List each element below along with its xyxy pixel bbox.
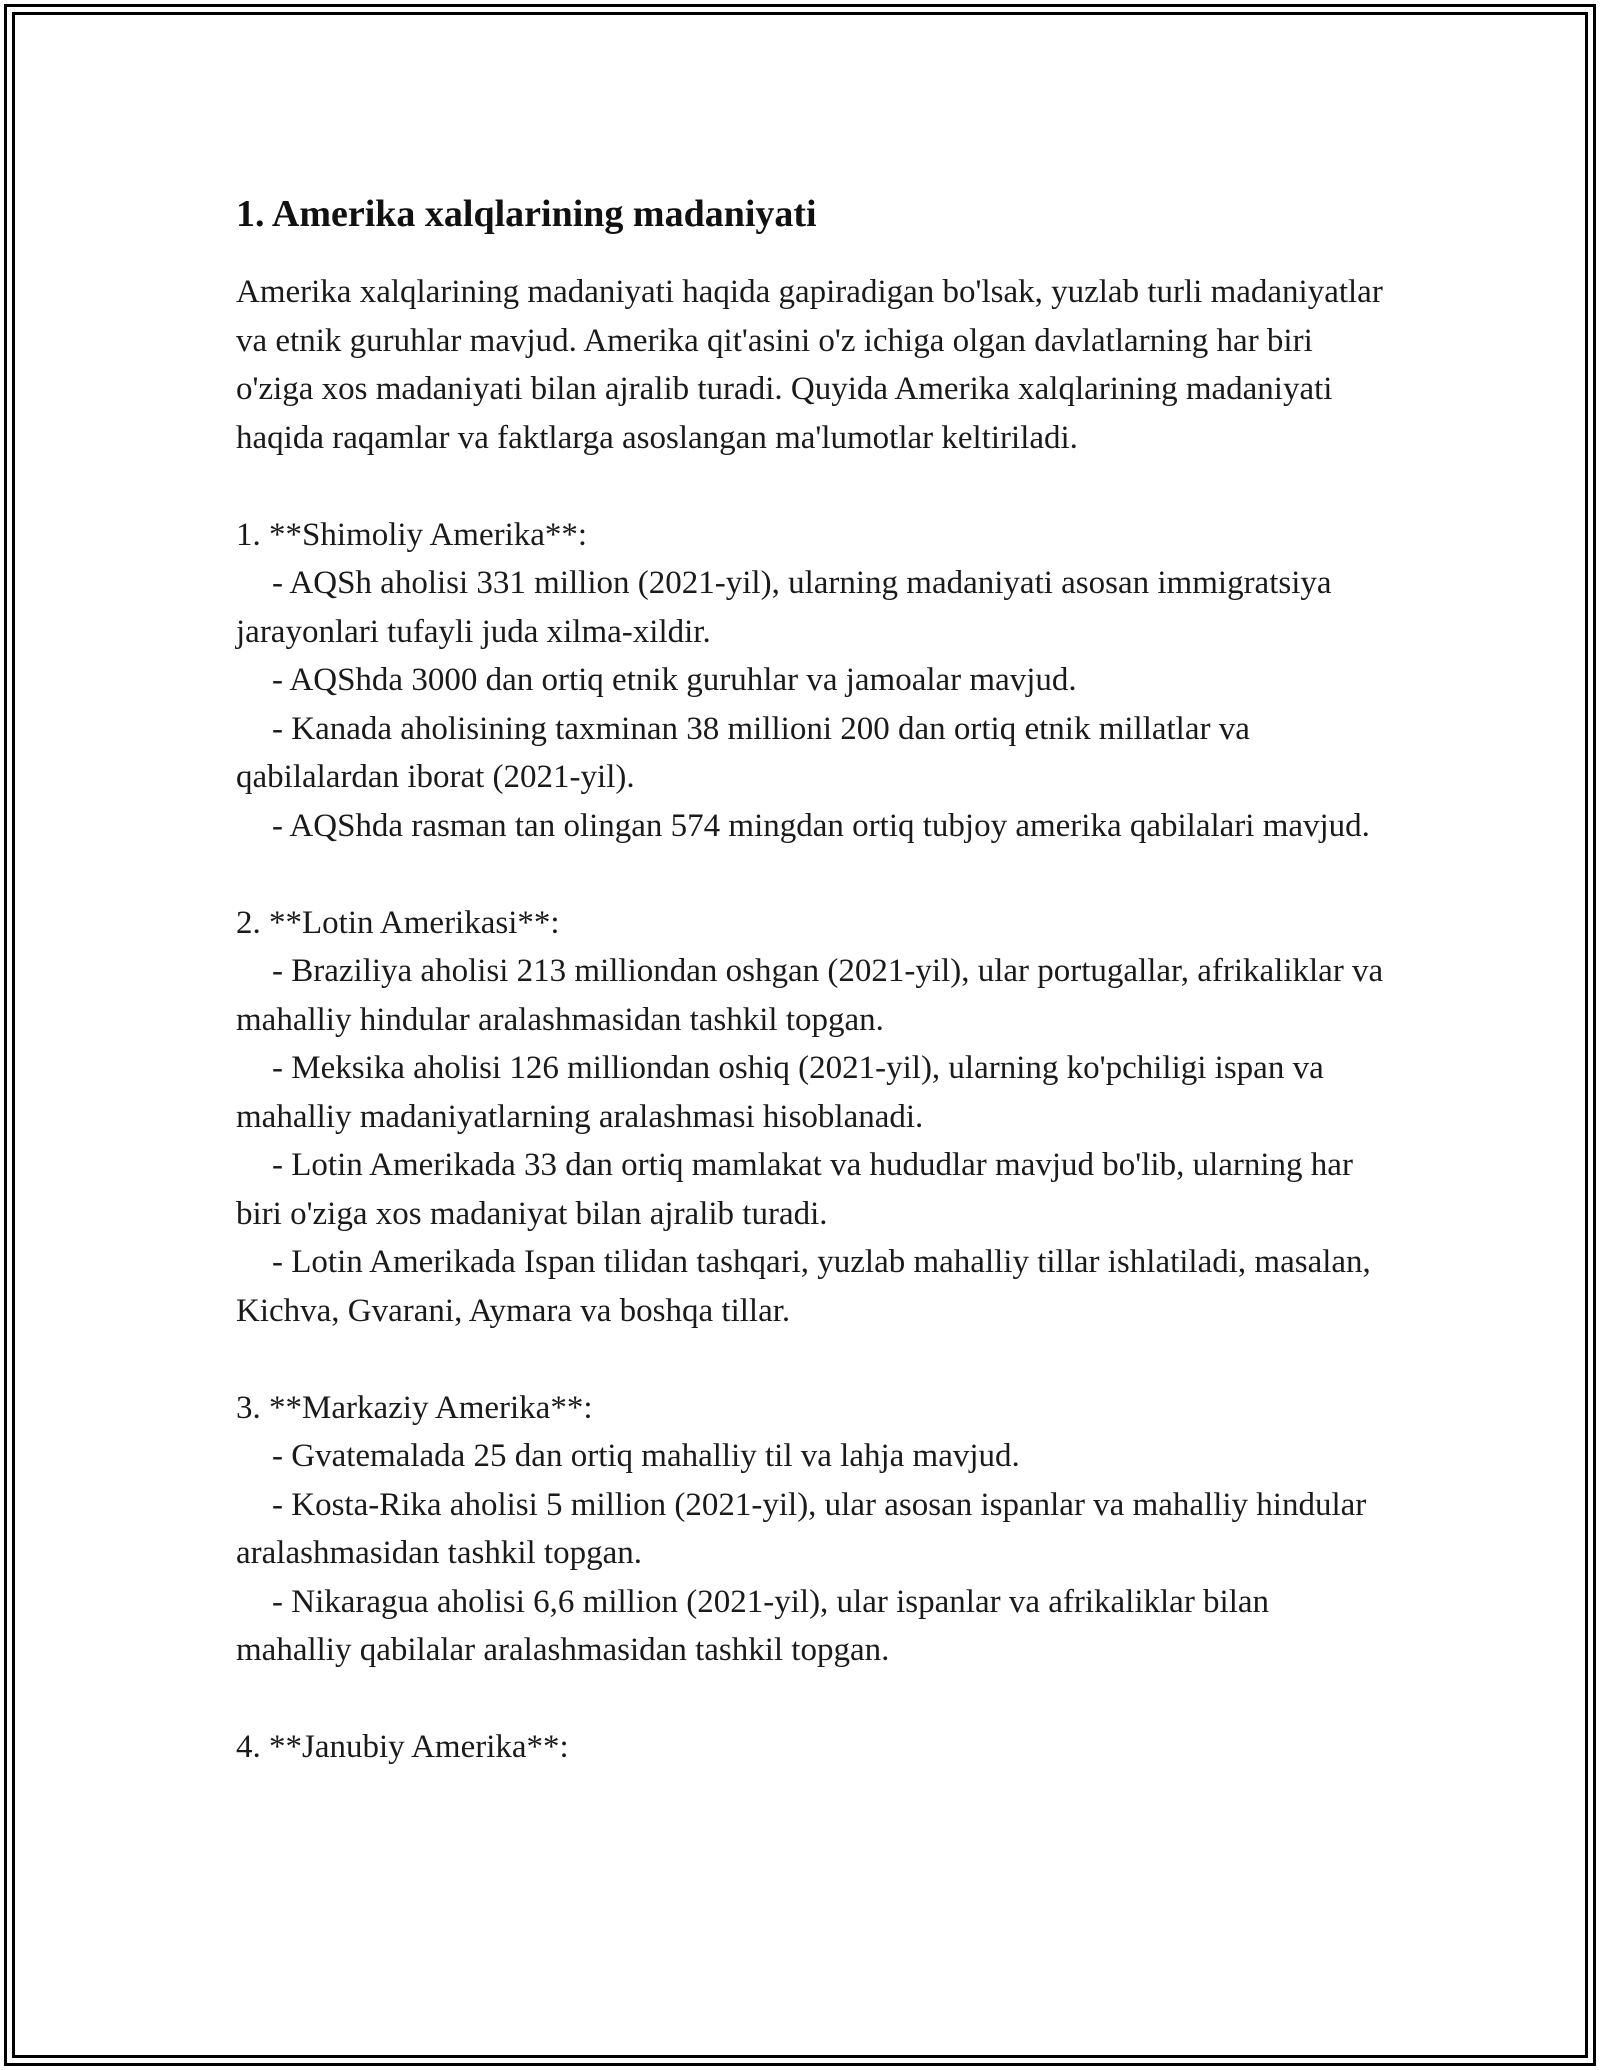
section-title: 4. **Janubiy Amerika**: [236,1729,569,1765]
list-item: - Meksika aholisi 126 milliondan oshiq (2021-yil), ularning ko'pchiligi ispan va mahalliy madaniyatlarning aralashmasi hisoblanadi. [236,1050,1324,1135]
section-north-america [236,511,1386,851]
intro-paragraph: Amerika xalqlarining madaniyati haqida gapiradigan bo'lsak, yuzlab turli madaniyatlar va etnik guruhlar mavjud. Amerika qit'asini o'z ichiga olgan davlatlarning har biri o'ziga xos madaniyati bilan ajralib turadi. Quyida Amerika xalqlarining madaniyati haqida raqamlar va faktlarga asoslangan ma'lumotlar keltiriladi. [236,274,1383,456]
section-title: 3. **Markaziy Amerika**: [236,1389,593,1426]
section-south-america [236,1723,1386,1772]
list-item: - Kosta-Rika aholisi 5 million (2021-yil), ular asosan ispanlar va mahalliy hindular aralashmasidan tashkil topgan. [236,1486,1367,1571]
list-item: - AQShda 3000 dan ortiq etnik guruhlar va jamoalar mavjud. [272,662,1077,698]
section-title: 2. **Lotin Amerikasi**: [236,904,560,941]
list-item: - Lotin Amerikada Ispan tilidan tashqari, yuzlab mahalliy tillar ishlatiladi, masalan, Kichva, Gvarani, Aymara va boshqa tillar. [236,1244,1371,1329]
list-item: - Gvatemalada 25 dan ortiq mahalliy til va lahja mavjud. [272,1438,1020,1474]
document-body [236,186,1386,1772]
list-item: - Nikaragua aholisi 6,6 million (2021-yil), ular ispanlar va afrikaliklar bilan mahalliy qabilalar aralashmasidan tashkil topgan. [236,1583,1270,1668]
list-item: - AQShda rasman tan olingan 574 mingdan ortiq tubjoy amerika qabilalari mavjud. [272,807,1370,844]
list-item: - Lotin Amerikada 33 dan ortiq mamlakat va hududlar mavjud bo'lib, ularning har biri o'ziga xos madaniyat bilan ajralib turadi. [236,1147,1353,1232]
list-item: - Braziliya aholisi 213 milliondan oshgan (2021-yil), ular portugallar, afrikaliklar va mahalliy hindular aralashmasidan tashkil topgan. [236,953,1384,1038]
document-heading: 1. Amerika xalqlarining madaniyati [236,193,817,235]
section-title: 1. **Shimoliy Amerika**: [236,516,588,553]
section-central-america [236,1384,1386,1675]
list-item: - AQSh aholisi 331 million (2021-yil), ularning madaniyati asosan immigratsiya jarayonlari tufayli juda xilma-xildir. [236,565,1332,650]
list-item: - Kanada aholisining taxminan 38 millioni 200 dan ortiq etnik millatlar va qabilalardan iborat (2021-yil). [236,710,1250,795]
section-latin-america [236,899,1386,1336]
